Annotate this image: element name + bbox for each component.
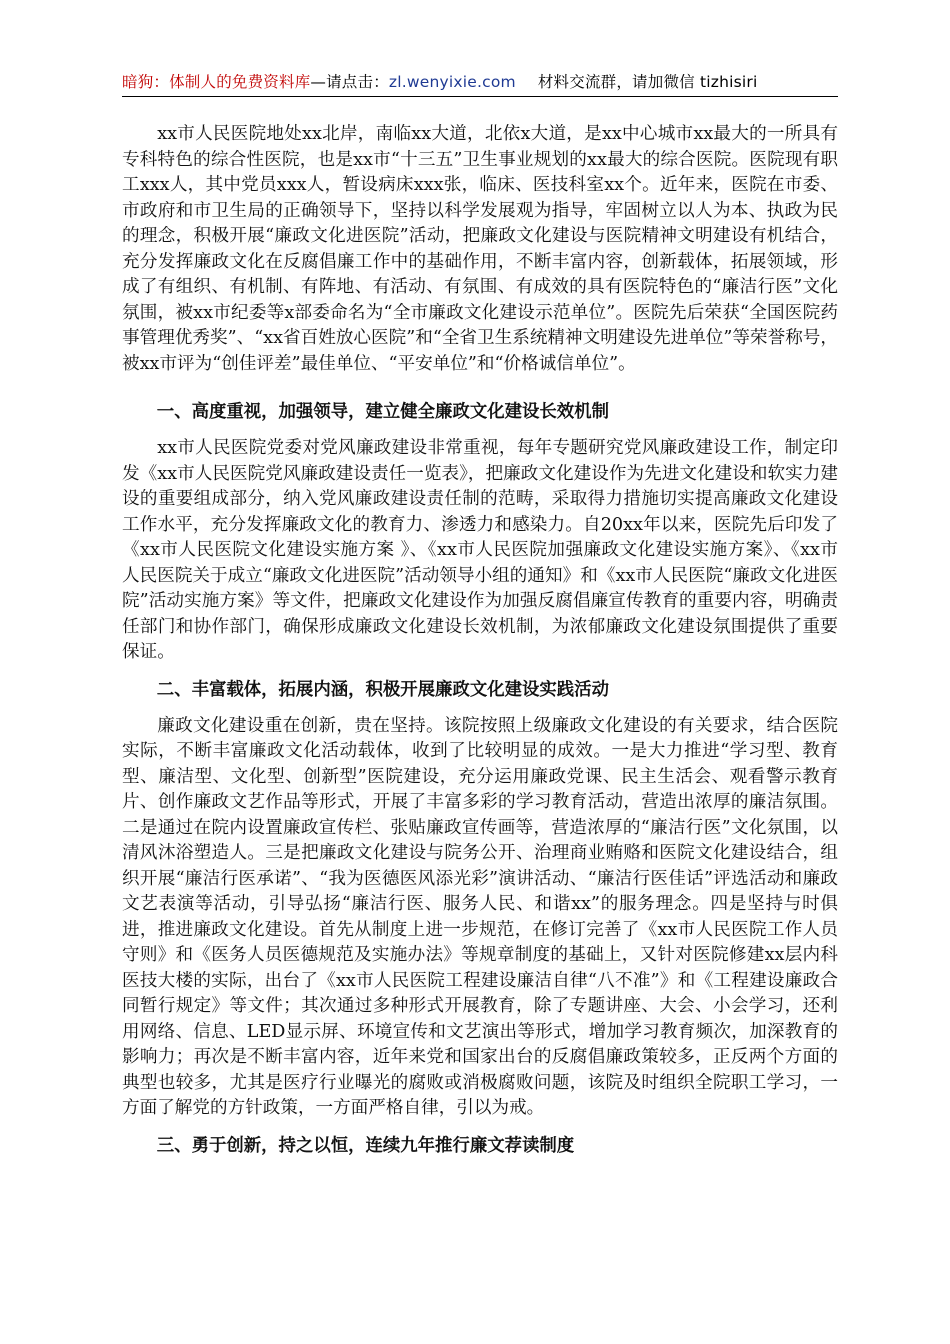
header-note: 材料交流群，请加微信 tizhisiri: [537, 73, 758, 91]
page-header: [122, 70, 838, 96]
section-heading-2: 二、丰富载体，拓展内涵，积极开展廉政文化建设实践活动: [156, 679, 609, 700]
document-body: [122, 122, 838, 1159]
header-brand: 暗狗：体制人的免费资料库: [122, 73, 311, 91]
section-heading-1: 一、高度重视，加强领导，建立健全廉政文化建设长效机制: [156, 402, 609, 422]
header-link[interactable]: zl.wenyixie.com: [388, 73, 516, 91]
section-1-paragraph: xx市人民医院党委对党风廉政建设非常重视，每年专题研究党风廉政建设工作，制定印发《xx市人民医院党风廉政建设责任一览表》，把廉政文化建设作为先进文化建设和软实力建设的重要组成部分，纳入党风廉政建设责任制的范畴，采取得力措施切实提高廉政文化建设工作水平，充分发挥廉政文化的教育力、渗透力和感染力。自20xx年以来，医院先后印发了《xx市人民医院文化建设实施方案 》、《xx市人民医院加强廉政文化建设实施方案》、《xx市人民医院关于成立“廉政文化进医院”活动领导小组的通知》和《xx市人民医院“廉政文化进医院”活动实施方案》等文件，把廉政文化建设作为加强反腐倡廉宣传教育的重要内容，明确责任部门和协作部门，确保形成廉政文化建设长效机制，为浓郁廉政文化建设氛围提供了重要保证。: [122, 438, 838, 662]
header-rule: [122, 96, 838, 97]
header-separator: —请点击：: [310, 73, 389, 91]
section-heading-3: 三、勇于创新，持之以恒，连续九年推行廉文荐读制度: [156, 1135, 575, 1156]
section-2-paragraph: 廉政文化建设重在创新，贵在坚持。该院按照上级廉政文化建设的有关要求，结合医院实际，不断丰富廉政文化活动载体，收到了比较明显的成效。一是大力推进“学习型、教育型、廉洁型、文化型、创新型”医院建设，充分运用廉政党课、民主生活会、观看警示教育片、创作廉政文艺作品等形式，开展了丰富多彩的学习教育活动，营造出浓厚的廉洁氛围。二是通过在院内设置廉政宣传栏、张贴廉政宣传画等，营造浓厚的“廉洁行医”文化氛围，以清风沐浴塑造人。三是把廉政文化建设与院务公开、治理商业贿赂和医院文化建设结合，组织开展“廉洁行医承诺”、“我为医德医风添光彩”演讲活动、“廉洁行医佳话”评选活动和廉政文艺表演等活动，引导弘扬“廉洁行医、服务人民、和谐xx”的服务理念。四是坚持与时俱进，推进廉政文化建设。首先从制度上进一步规范，在修订完善了《xx市人民医院工作人员守则》和《医务人员医德规范及实施办法》等规章制度的基础上，又针对医院修建xx层内科医技大楼的实际，出台了《xx市人民医院工程建设廉洁自律“八不准”》和《工程建设廉政合同暂行规定》等文件；其次通过多种形式开展教育，除了专题讲座、大会、小会学习，还利用网络、信息、LED显示屏、环境宣传和文艺演出等形式，增加学习教育频次，加深教育的影响力；再次是不断丰富内容，近年来党和国家出台的反腐倡廉政策较多，正反两个方面的典型也较多，尤其是医疗行业曝光的腐败或消极腐败问题，该院及时组织全院职工学习，一方面了解党的方针政策，一方面严格自律，引以为戒。: [122, 715, 838, 1118]
intro-paragraph: xx市人民医院地处xx北岸，南临xx大道，北依x大道，是xx中心城市xx最大的一所具有专科特色的综合性医院，也是xx市“十三五”卫生事业规划的xx最大的综合医院。医院现有职工xxx人，其中党员xxx人，暂设病床xxx张，临床、医技科室xx个。近年来，医院在市委、市政府和市卫生局的正确领导下，坚持以科学发展观为指导，牢固树立以人为本、执政为民的理念，积极开展“廉政文化进医院”活动，把廉政文化建设与医院精神文明建设有机结合，充分发挥廉政文化在反腐倡廉工作中的基础作用，不断丰富内容，创新载体，拓展领域，形成了有组织、有机制、有阵地、有活动、有氛围、有成效的具有医院特色的“廉洁行医”文化氛围，被xx市纪委等x部委命名为“全市廉政文化建设示范单位”。医院先后荣获“全国医院药事管理优秀奖”、“xx省百姓放心医院”和“全省卫生系统精神文明建设先进单位”等荣誉称号，被xx市评为“创佳评差”最佳单位、“平安单位”和“价格诚信单位”。: [122, 124, 838, 374]
